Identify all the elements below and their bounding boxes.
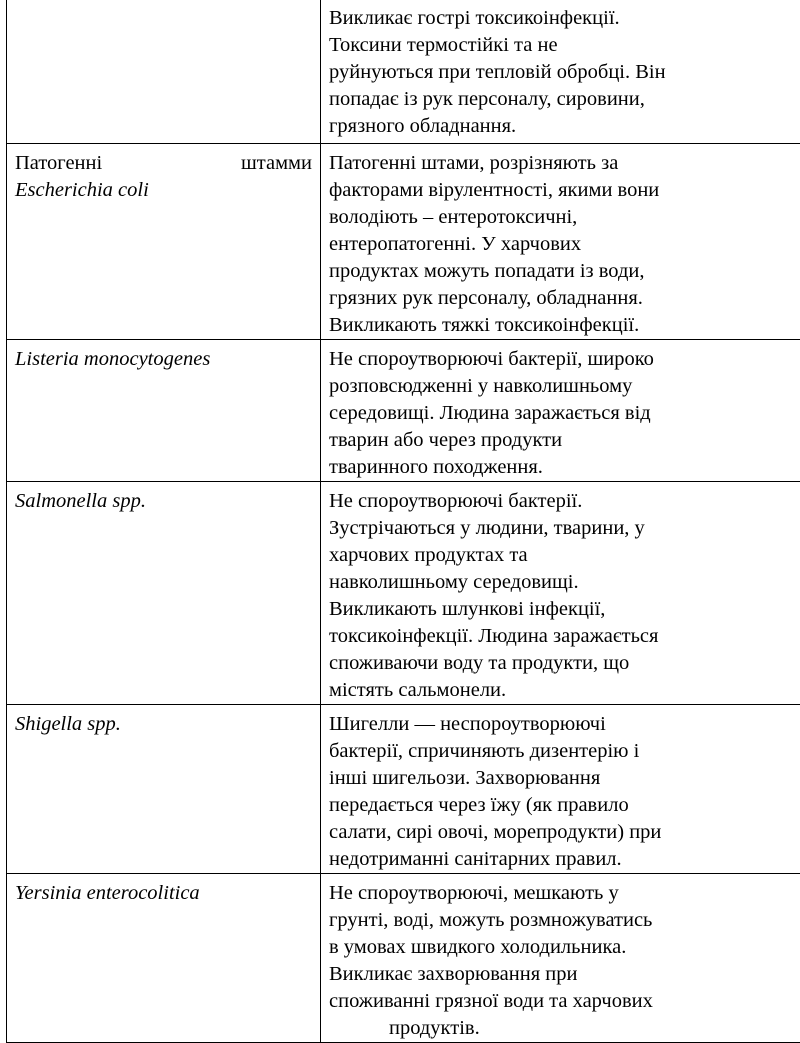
description-cell [321, 705, 800, 874]
organism-word: штамми [241, 150, 312, 177]
description-line: інші шигельози. Захворювання [329, 765, 800, 792]
description-cell [321, 874, 800, 1043]
description-line: Викликає захворювання при [329, 961, 800, 988]
description-line: Викликають шлункові інфекції, [329, 596, 800, 623]
table-row [7, 0, 800, 144]
description-line: Патогенні штами, розрізняють за [329, 150, 800, 177]
description-cell [321, 0, 800, 144]
organism-cell [7, 874, 321, 1043]
description-line: салати, сирі овочі, морепродукти) при [329, 819, 800, 846]
description-line: попадає із рук персоналу, сировини, [329, 86, 800, 113]
table-row [7, 705, 800, 874]
description-line: в умовах швидкого холодильника. [329, 934, 800, 961]
organism-name: Yersinia enterocolitica [15, 880, 312, 907]
description-line: продуктів. [329, 1015, 800, 1042]
description-line: Не спороутворюючі, мешкають у [329, 880, 800, 907]
description-line: руйнуються при тепловій обробці. Він [329, 59, 800, 86]
description-line: харчових продуктах та [329, 542, 800, 569]
table-row [7, 482, 800, 705]
description-cell [321, 144, 800, 340]
description-line: продуктах можуть попадати із води, [329, 258, 800, 285]
description-line: споживаючи воду та продукти, що [329, 650, 800, 677]
description-line: грязних рук персоналу, обладнання. [329, 285, 800, 312]
description-line: Зустрічаються у людини, тварини, у [329, 515, 800, 542]
organism-cell [7, 340, 321, 482]
organism-cell [7, 0, 321, 144]
description-line: бактерії, спричиняють дизентерію і [329, 738, 800, 765]
description-line: Токсини термостійкі та не [329, 32, 800, 59]
table-row [7, 874, 800, 1043]
description-line: грязного обладнання. [329, 113, 800, 140]
description-line: Викликає гострі токсикоінфекції. [329, 5, 800, 32]
description-line: недотриманні санітарних правил. [329, 846, 800, 873]
organism-name: Escherichia coli [15, 177, 312, 204]
description-line: Не спороутворюючі бактерії, широко [329, 346, 800, 373]
description-line: грунті, воді, можуть розмножуватись [329, 907, 800, 934]
organism-word: Патогенні [15, 150, 102, 177]
table-row [7, 144, 800, 340]
organism-cell [7, 705, 321, 874]
description-line: Не спороутворюючі бактерії. [329, 488, 800, 515]
description-line: навколишньому середовищі. [329, 569, 800, 596]
organism-cell [7, 144, 321, 340]
description-line: токсикоінфекції. Людина заражається [329, 623, 800, 650]
description-line: передається через їжу (як правило [329, 792, 800, 819]
description-line: ентеропатогенні. У харчових [329, 231, 800, 258]
description-line: Викликають тяжкі токсикоінфекції. [329, 312, 800, 339]
organism-name: Shigella spp. [15, 711, 312, 738]
description-line: містять сальмонели. [329, 677, 800, 704]
description-cell [321, 340, 800, 482]
description-line: тваринного походження. [329, 454, 800, 481]
description-line: Шигелли — неспороутворюючі [329, 711, 800, 738]
table-row [7, 340, 800, 482]
description-cell [321, 482, 800, 705]
organism-name: Salmonella spp. [15, 488, 312, 515]
organism-name-line [15, 150, 312, 177]
organisms-table [6, 0, 800, 1043]
description-line: споживанні грязної води та харчових [329, 988, 800, 1015]
organism-name: Listeria monocytogenes [15, 346, 312, 373]
organism-cell [7, 482, 321, 705]
description-line: розповсюдженні у навколишньому [329, 373, 800, 400]
description-line: факторами вірулентності, якими вони [329, 177, 800, 204]
description-line: тварин або через продукти [329, 427, 800, 454]
description-line: середовищі. Людина заражається від [329, 400, 800, 427]
description-line: володіють – ентеротоксичні, [329, 204, 800, 231]
